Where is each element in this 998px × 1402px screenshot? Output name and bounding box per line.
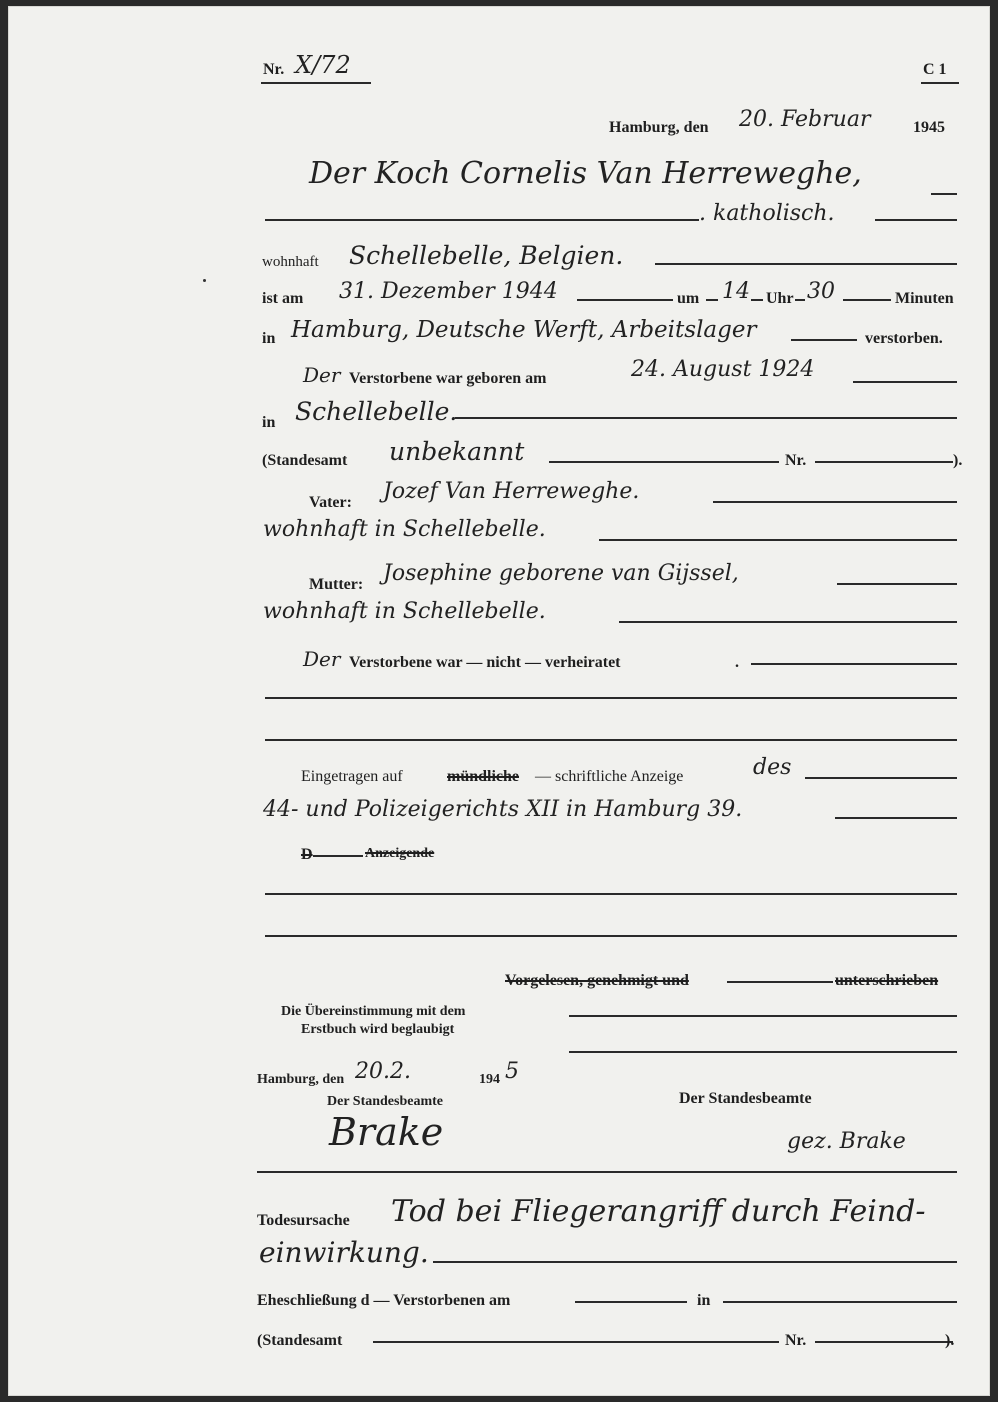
birth-in-label: in [262, 414, 276, 431]
birth-label: Verstorbene war geboren am [349, 370, 547, 387]
uhr-dash [795, 299, 805, 301]
date-day-month: 20. Februar [739, 107, 871, 132]
marriage-nr-label: Nr. [785, 1332, 807, 1349]
mother-residence-fill-line [619, 621, 957, 623]
code-underline [921, 82, 959, 84]
marital-text: Verstorbene war — nicht — verheiratet [349, 654, 621, 671]
death-place: Hamburg, Deutsche Werft, Arbeitslager [291, 317, 757, 343]
hour: 14 [722, 279, 750, 304]
birth-place-fill-line [455, 417, 957, 419]
nr-value: X/72 [295, 51, 351, 79]
name-fill-line [931, 193, 957, 195]
struck-read-approved: Vorgelesen, genehmigt und [505, 972, 689, 989]
minuten-label: Minuten [895, 290, 954, 307]
religion: . katholisch. [699, 201, 835, 226]
signature-divider [257, 1171, 957, 1173]
mother: Josephine geborene van Gijssel, [383, 561, 739, 586]
cause-text-1: Tod bei Fliegerangriff durch Feind- [391, 1194, 926, 1229]
authority-1: des [753, 755, 792, 780]
hour-dash [751, 299, 763, 301]
entry-label-post: — schriftliche Anzeige [535, 768, 684, 785]
birth-place: Schellebelle. [295, 397, 458, 426]
blank-line-2 [265, 739, 957, 741]
father: Jozef Van Herreweghe. [383, 479, 640, 504]
registry-value: unbekannt [389, 437, 525, 466]
registry-fill-line [549, 461, 779, 463]
cert-year-print: 194 [479, 1072, 500, 1087]
registrar-label: Der Standesbeamte [679, 1090, 812, 1107]
registry-label: (Standesamt [262, 452, 348, 469]
marriage-place-line [723, 1301, 957, 1303]
certify-line-2: Erstbuch wird beglaubigt [301, 1022, 455, 1037]
father-residence: wohnhaft in Schellebelle. [263, 517, 546, 542]
birth-date-fill-line [853, 381, 957, 383]
marital-dot: . [735, 654, 739, 671]
marriage-in-label: in [697, 1292, 711, 1309]
marital-fill-line [751, 663, 957, 665]
in-label: in [262, 330, 276, 347]
nr-label: Nr. [263, 61, 285, 78]
date-year: 1945 [913, 119, 945, 136]
cert-place-label: Hamburg, den [257, 1072, 345, 1087]
marriage-date-line [575, 1301, 687, 1303]
father-label: Vater: [309, 494, 352, 511]
mother-label: Mutter: [309, 576, 364, 593]
death-label: ist am [262, 290, 304, 307]
authority-1-fill-line [805, 777, 957, 779]
mother-fill-line [837, 583, 957, 585]
blank-line-1 [265, 697, 957, 699]
registry-nr-label: Nr. [785, 452, 807, 469]
nr-underline [261, 82, 371, 84]
struck-signed: unterschrieben [835, 972, 939, 989]
um-label: um [677, 290, 700, 307]
entry-label-pre: Eingetragen auf [301, 768, 403, 785]
death-place-fill-line [791, 339, 857, 341]
sign-line-1 [569, 1015, 957, 1017]
authority-2: 44- und Polizeigerichts XII in Hamburg 39. [263, 797, 743, 822]
death-date: 31. Dezember 1944 [339, 279, 558, 304]
certify-line-1: Die Übereinstimmung mit dem [281, 1004, 466, 1019]
cause-fill-line [433, 1261, 957, 1263]
informant-d: D [301, 846, 313, 863]
residence: Schellebelle, Belgien. [349, 241, 624, 270]
marriage-registry-label: (Standesamt [257, 1332, 343, 1349]
informant-strike-line [313, 855, 363, 857]
cause-text-2: einwirkung. [259, 1236, 429, 1269]
cert-signature: Brake [329, 1110, 444, 1154]
cause-label: Todesursache [257, 1212, 350, 1229]
um-dash [706, 299, 718, 301]
religion-fill-line [875, 219, 957, 221]
informant-line-1 [265, 893, 957, 895]
minute: 30 [807, 279, 835, 304]
place-date-label: Hamburg, den [609, 119, 709, 136]
occupation-name: Der Koch Cornelis Van Herreweghe, [309, 156, 862, 191]
cert-official-label: Der Standesbeamte [327, 1094, 444, 1109]
registry-close: ). [953, 452, 963, 469]
father-residence-fill-line [599, 539, 957, 541]
struck-fill-line [727, 981, 833, 983]
punch-mark [203, 279, 206, 282]
marriage-registry-line [373, 1341, 779, 1343]
authority-2-fill-line [835, 817, 957, 819]
mother-residence: wohnhaft in Schellebelle. [263, 599, 546, 624]
residence-fill-line [655, 263, 957, 265]
religion-lead-line [265, 219, 699, 221]
marriage-close: ). [945, 1332, 955, 1349]
birth-lead: Der [303, 363, 341, 387]
registry-nr-line [815, 461, 953, 463]
verstorben-label: verstorben. [865, 330, 943, 347]
death-date-fill-line [577, 299, 673, 301]
informant-label: Anzeigende [365, 846, 435, 861]
marriage-label: Eheschließung d — Verstorbenen am [257, 1292, 511, 1309]
marriage-nr-line [815, 1341, 953, 1343]
father-fill-line [713, 501, 957, 503]
entry-struck-word: mündliche [447, 768, 520, 785]
marital-lead: Der [303, 647, 341, 671]
sign-line-2 [569, 1051, 957, 1053]
birth-date: 24. August 1924 [631, 357, 815, 382]
cert-date: 20.2. [355, 1059, 411, 1084]
informant-line-2 [265, 935, 957, 937]
uhr-label: Uhr [766, 290, 794, 307]
death-certificate-page [8, 6, 990, 1396]
form-code: C 1 [923, 61, 947, 78]
residence-label: wohnhaft [262, 254, 319, 270]
cert-year-hand: 5 [505, 1059, 519, 1084]
registrar-signature: gez. Brake [787, 1129, 906, 1154]
minute-fill-line [843, 299, 891, 301]
